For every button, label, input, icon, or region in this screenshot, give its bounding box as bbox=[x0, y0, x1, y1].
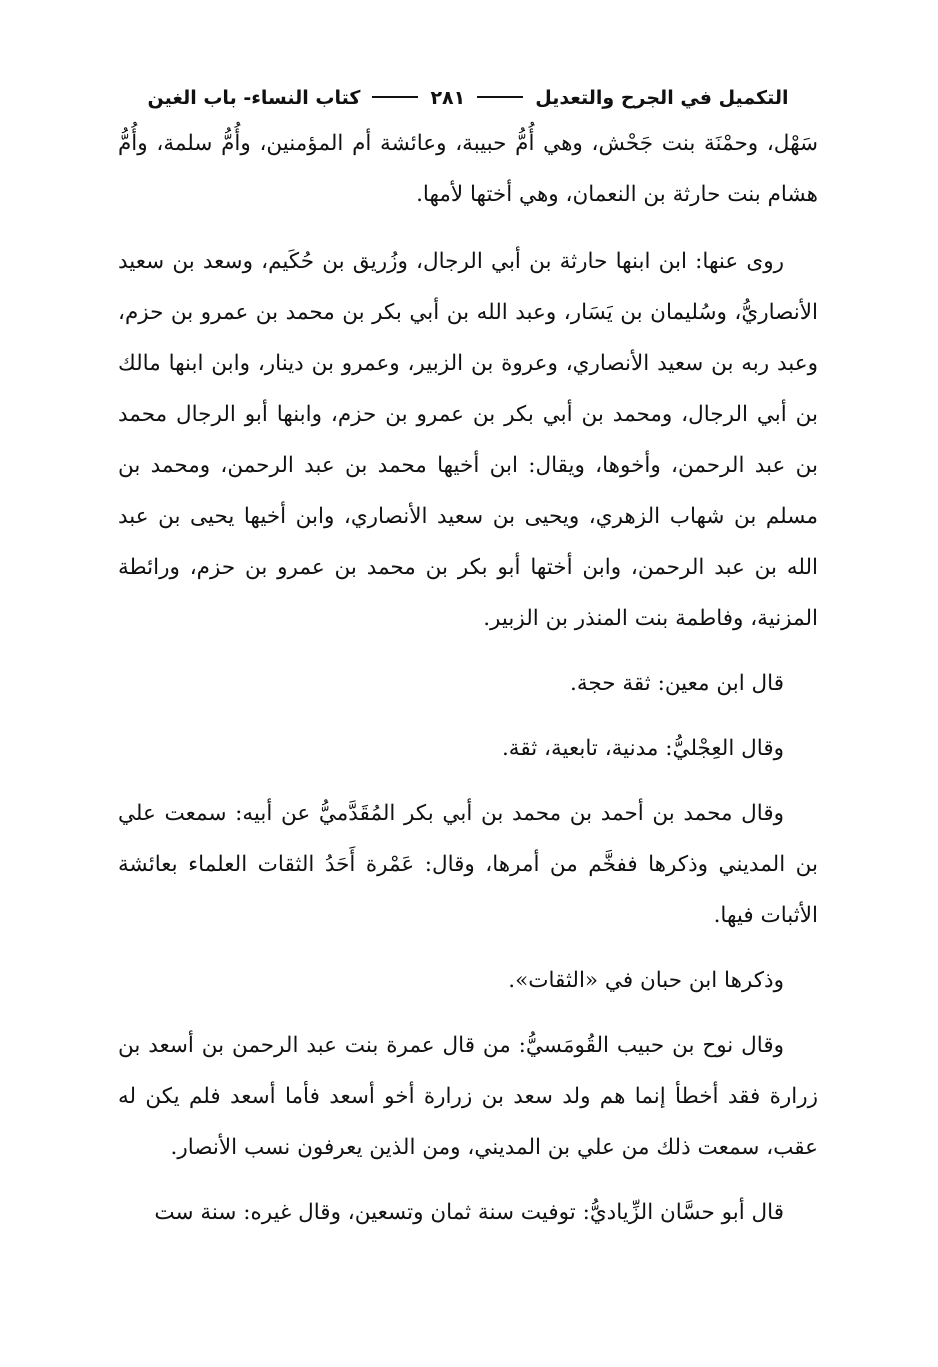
page-number: ٢٨١ bbox=[430, 87, 466, 109]
paragraph-ibn-hibban: وذكرها ابن حبان في «الثقات». bbox=[508, 968, 784, 993]
page-body bbox=[118, 78, 818, 1238]
section-title: كتاب النساء- باب الغين bbox=[147, 87, 361, 109]
running-header bbox=[118, 78, 818, 118]
paragraph-ibn-maeen: قال ابن معين: ثقة حجة. bbox=[569, 671, 784, 696]
book-title: التكميل في الجرح والتعديل bbox=[535, 87, 789, 109]
paragraph-muqaddami: وقال محمد بن أحمد بن محمد بن أبي بكر المُقَدَّميُّ عن أبيه: سمعت علي بن المديني وذكرها ففخَّم من أمرها، وقال: عَمْرة أَحَدُ الثقات العلماء بعائشة الأثبات فيها. bbox=[118, 801, 818, 928]
header-rule bbox=[477, 96, 523, 98]
paragraph-continuation: سَهْل، وحمْنَة بنت جَحْش، وهي أُمُّ حبيبة، وعائشة أم المؤمنين، وأُمُّ سلمة، وأُمُّ هشام بنت حارثة بن النعمان، وهي أختها لأمها. bbox=[118, 131, 818, 207]
paragraph-ziyadi: قال أبو حسَّان الزِّياديُّ: توفيت سنة ثمان وتسعين، وقال غيره: سنة ست bbox=[154, 1200, 784, 1225]
paragraph-narrators: روى عنها: ابن ابنها حارثة بن أبي الرجال، وزُريق بن حُكَيم، وسعد بن سعيد الأنصاريُّ، وسُليمان بن يَسَار، وعبد الله بن أبي بكر بن محمد بن عمرو بن حزم، وعبد ربه بن سعيد الأنصاري، وعروة بن الزبير، وعمرو بن دينار، وابن ابنها مالك بن أبي الرجال، ومحمد بن أبي بكر بن عمرو بن حزم، وابنها أبو الرجال محمد بن عبد الرحمن، وأخوها، ويقال: ابن أخيها محمد بن عبد الرحمن، ومحمد بن مسلم بن شهاب الزهري، ويحيى بن سعيد الأنصاري، وابن أخيها يحيى بن عبد الله بن عبد الرحمن، وابن أختها أبو بكر بن محمد بن عمرو بن حزم، ورائطة المزنية، وفاطمة بنت المنذر بن الزبير. bbox=[118, 249, 818, 631]
header-rule bbox=[372, 96, 418, 98]
paragraph-ijli: وقال العِجْليُّ: مدنية، تابعية، ثقة. bbox=[501, 736, 784, 761]
paragraph-qumasi: وقال نوح بن حبيب القُومَسيُّ: من قال عمرة بنت عبد الرحمن بن أسعد بن زرارة فقد أخطأ إنما هم ولد سعد بن زرارة أخو أسعد فأما أسعد فلم يكن له عقب، سمعت ذلك من علي بن المديني، ومن الذين يعرفون نسب الأنصار. bbox=[118, 1033, 818, 1160]
